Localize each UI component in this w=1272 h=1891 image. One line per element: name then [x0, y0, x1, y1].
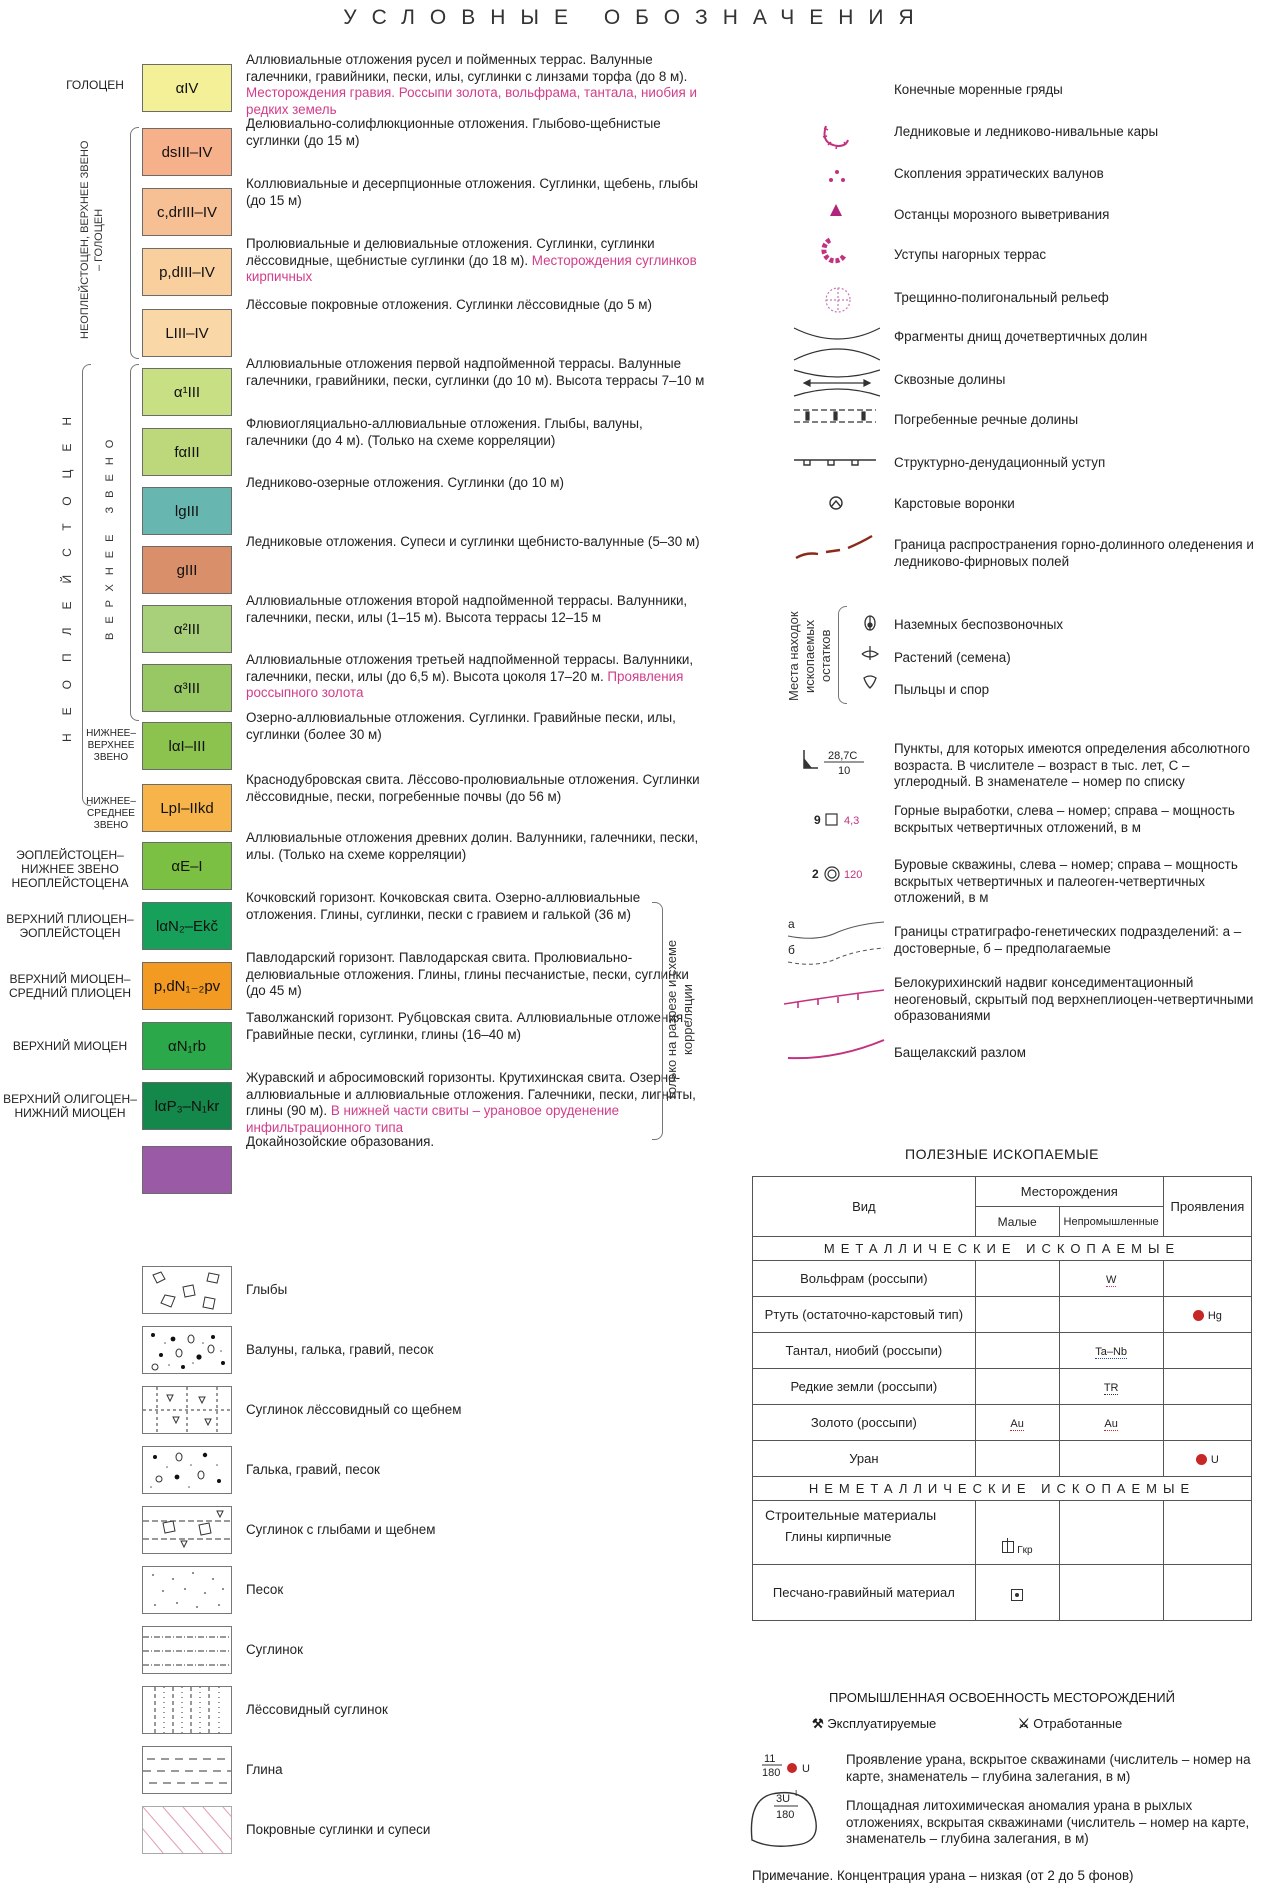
- worked-item: [1018, 1716, 1122, 1732]
- uran-show-bottom: 180: [762, 1767, 781, 1779]
- unit-box-5: α¹III: [142, 368, 232, 416]
- mineral-symbol-nonind: Ta–Nb: [1095, 1346, 1128, 1358]
- lith-label-0: Глыбы: [246, 1282, 288, 1297]
- unit-box-2: c,drIII–IV: [142, 188, 232, 236]
- lith-label-5: Песок: [246, 1582, 284, 1597]
- unit-box-4: LIII–IV: [142, 309, 232, 357]
- uran-show-icon: [787, 1763, 797, 1773]
- unit-desc-7: [246, 475, 706, 492]
- show-dot-icon: [1196, 1454, 1207, 1465]
- unit-box-8: gIII: [142, 546, 232, 594]
- lith-pattern-gravel-sand: [142, 1446, 232, 1494]
- unit-box-16: αN₁rb: [142, 1022, 232, 1070]
- abs-age-label: Пункты, для которых имеются определения абсолютного возраста. В числителе – возраст в тыс. лет, С – углеродный. В знаменателе – номер по списку: [894, 741, 1250, 789]
- minerals-table: [752, 1176, 1252, 1621]
- symbol-label-1: Ледниковые и ледниково-нивальные кары: [894, 124, 1159, 139]
- unit-desc-deposit: Месторождения суглинков кирпичных: [246, 252, 697, 284]
- unit-desc-text: Аллювиальные отложения первой надпойменной террасы. Валунные галечники, гравийники, пески, суглинки (до 10 м). Высота террасы 7–10 м: [246, 356, 705, 388]
- note: Примечание. Концентрация урана – низкая (от 2 до 5 фонов): [752, 1868, 1134, 1883]
- lith-pattern-loam-boulders: [142, 1506, 232, 1554]
- unit-desc-text: Ледниково-озерные отложения. Суглинки (до 10 м): [246, 475, 564, 490]
- unit-desc-0: [246, 52, 706, 118]
- boundary-label: Границы стратиграфо-генетических подразделений: а – достоверные, б – предполагаемые: [894, 924, 1242, 956]
- unit-desc-17: [246, 1070, 706, 1136]
- karst-sinkhole-icon: [830, 497, 842, 509]
- unit-desc-text: Аллювиальные отложения второй надпойменной террасы. Валунники, галечники, пески, илы (1–15 м). Высота террасы 12–15 м: [246, 593, 688, 625]
- age-upper-pliocene: ВЕРХНИЙ ПЛИОЦЕН– ЭОПЛЕЙСТОЦЕН: [6, 912, 134, 940]
- mine-thickness: 4,3: [844, 815, 860, 827]
- polygonal-relief-icon: [826, 288, 850, 312]
- mineral-row-5: [753, 1441, 1252, 1477]
- clay-sym: Гкр: [1017, 1545, 1033, 1556]
- mineral-row-4: [753, 1405, 1252, 1441]
- symbol-label-3: Останцы морозного выветривания: [894, 207, 1110, 222]
- minerals-title: ПОЛЕЗНЫЕ ИСКОПАЕМЫЕ: [905, 1146, 1099, 1162]
- only-section-label: Только на разрезе и схеме корреляции: [664, 939, 695, 1101]
- erratic-boulders-icon: [829, 170, 845, 182]
- unit-desc-1: [246, 116, 706, 149]
- uran-anomaly-label: Площадная литохимическая аномалия урана в рыхлых отложениях, вскрытая скважинами (числитель – номер на карте, знаменатель – глубина залегания, в м): [846, 1798, 1250, 1846]
- unit-box-10: α³III: [142, 664, 232, 712]
- uran-show-label: Проявление урана, вскрытое скважинами (числитель – номер на карте, знаменатель – глубина залегания, в м): [846, 1752, 1251, 1784]
- bracket-upper-zveno: [130, 364, 139, 721]
- build-materials: Строительные материалы: [765, 1507, 937, 1523]
- fossils-title: Места находок ископаемых остатков: [786, 611, 833, 701]
- buried-valleys-icon: [794, 410, 876, 422]
- show-dot-icon: [1193, 1310, 1204, 1321]
- fossil-label-1: Растений (семена): [894, 650, 1011, 665]
- mineral-symbol-nonind: Au: [1104, 1418, 1118, 1430]
- unit-desc-3: [246, 236, 706, 286]
- lith-pattern-sand: [142, 1566, 232, 1614]
- unit-desc-text: Делювиально-солифлюкционные отложения. Глыбово-щебнистые суглинки (до 15 м): [246, 116, 661, 148]
- moraine-icon: [833, 80, 843, 98]
- unit-desc-text: Коллювиальные и десерпционные отложения. Суглинки, щебень, глыбы (до 15 м): [246, 176, 699, 208]
- mineral-symbol-small: Au: [1010, 1418, 1024, 1430]
- unit-desc-text: Лёссовые покровные отложения. Суглинки лёссовидные (до 5 м): [246, 297, 652, 312]
- well-thickness: 120: [844, 869, 863, 881]
- age-neopleistocene: НЕОПЛЕЙСТОЦЕН: [60, 398, 74, 742]
- boundary-reliable-icon: [788, 922, 884, 938]
- symbol-label-10: Карстовые воронки: [894, 496, 1015, 511]
- uran-show-u: U: [802, 1763, 810, 1775]
- unit-box-6: fαIII: [142, 428, 232, 476]
- age-upper-miocene: ВЕРХНИЙ МИОЦЕН: [12, 1039, 128, 1053]
- age-lower-upper: НИЖНЕЕ–ВЕРХНЕЕ ЗВЕНО: [86, 728, 136, 763]
- mineral-row-3: [753, 1369, 1252, 1405]
- boundary-a-letter: а: [788, 917, 795, 931]
- lith-label-8: Глина: [246, 1762, 283, 1777]
- abs-age-top: 28,7С: [828, 750, 858, 762]
- unit-desc-text: Флювиогляциально-аллювиальные отложения. Глыбы, валуны, галечники (до 4 м). (Только на схеме корреляции): [246, 416, 643, 448]
- lith-pattern-loess-loam: [142, 1686, 232, 1734]
- col-nonind: Непромышленные: [1059, 1207, 1163, 1237]
- unit-desc-text: Кочковский горизонт. Кочковская свита. Озерно-аллювиальные отложения. Глины, суглинки, пески с гравием и галькой (36 м): [246, 890, 641, 922]
- boundary-supposed-icon: [788, 948, 884, 964]
- lith-pattern-loess-rubble: [142, 1386, 232, 1434]
- unit-desc-12: [246, 772, 706, 805]
- mineral-name: Ртуть (остаточно-карстовый тип): [753, 1297, 976, 1333]
- unit-desc-deposit: Месторождения гравия. Россыпи золота, вольфрама, тантала, ниобия и редких земель: [246, 85, 697, 117]
- unit-desc-text: Аллювиальные отложения третьей надпойменной террасы. Валунники, галечники, пески, илы (до 6,5 м). Высота цоколя 17–20 м.: [246, 652, 694, 684]
- uran-show-top: 11: [764, 1753, 776, 1765]
- unit-desc-6: [246, 416, 706, 449]
- mineral-show-symbol: U: [1210, 1454, 1219, 1466]
- mineral-name: Вольфрам (россыпи): [753, 1261, 976, 1297]
- lith-pattern-clay: [142, 1746, 232, 1794]
- mineral-show-symbol: Hg: [1207, 1310, 1222, 1322]
- lith-pattern-boulders: [142, 1266, 232, 1314]
- unit-desc-5: [246, 356, 706, 389]
- unit-box-9: α²III: [142, 605, 232, 653]
- bracket-only-section: [652, 902, 663, 1140]
- symbol-label-0: Конечные моренные гряды: [894, 82, 1063, 97]
- anomaly-sup: I: [795, 1789, 798, 1798]
- unit-desc-2: [246, 176, 706, 209]
- nonmetal-section: НЕМЕТАЛЛИЧЕСКИЕ ИСКОПАЕМЫЕ: [753, 1477, 1252, 1501]
- crossed-hammer-icon: ⚔: [1018, 1716, 1030, 1731]
- plant-seed-icon: [862, 646, 878, 660]
- unit-desc-9: [246, 593, 706, 626]
- sand-label: Песчано-гравийный материал: [753, 1565, 976, 1621]
- col-shows: Проявления: [1163, 1177, 1251, 1237]
- through-valleys-icon: [794, 370, 880, 396]
- lith-label-7: Лёссовидный суглинок: [246, 1702, 388, 1717]
- glaciation-boundary-icon: [796, 536, 872, 558]
- bracket-fossils: [838, 606, 847, 704]
- unit-desc-text: Таволжанский горизонт. Рубцовская свита. Аллювиальные отложения. Гравийные пески, суглинки, глины (16–40 м): [246, 1010, 687, 1042]
- boundary-b-letter: б: [788, 943, 795, 957]
- unit-desc-text: Докайнозойские образования.: [246, 1134, 435, 1149]
- unit-desc-15: [246, 950, 706, 1000]
- age-holocene: ГОЛОЦЕН: [66, 78, 124, 92]
- metal-section: МЕТАЛЛИЧЕСКИЕ ИСКОПАЕМЫЕ: [753, 1237, 1252, 1261]
- symbol-label-4: Уступы нагорных террас: [894, 247, 1047, 262]
- symbol-label-7: Сквозные долины: [894, 372, 1006, 387]
- fault-icon: [788, 1040, 884, 1058]
- unit-desc-14: [246, 890, 706, 923]
- borehole-icon: [825, 867, 839, 881]
- fossil-label-0: Наземных беспозвоночных: [894, 617, 1064, 632]
- age-upper-zveno: ВЕРХНЕЕ ЗВЕНО: [104, 430, 116, 640]
- unit-desc-4: [246, 297, 706, 314]
- unit-box-14: lαN₂–Ekč: [142, 902, 232, 950]
- exploited-item: [812, 1716, 936, 1732]
- clay-icon: [1002, 1541, 1014, 1553]
- symbol-label-2: Скопления эрратических валунов: [894, 166, 1104, 181]
- industrial-title: ПРОМЫШЛЕННАЯ ОСВОЕННОСТЬ МЕСТОРОЖДЕНИЙ: [829, 1690, 1175, 1705]
- lith-pattern-cobbles: [142, 1326, 232, 1374]
- unit-desc-18: [246, 1134, 706, 1151]
- symbol-label-9: Структурно-денудационный уступ: [894, 455, 1106, 470]
- age-lower-middle: НИЖНЕЕ–СРЕДНЕЕ ЗВЕНО: [86, 796, 136, 831]
- col-kind: Вид: [753, 1177, 976, 1237]
- lith-pattern-cover-loam: [142, 1806, 232, 1854]
- terrace-ledge-icon: [824, 240, 844, 261]
- legend-title: УСЛОВНЫЕ ОБОЗНАЧЕНИЯ: [343, 6, 929, 29]
- invertebrate-icon: [865, 616, 875, 630]
- point-icons: [784, 740, 894, 1070]
- lith-label-1: Валуны, галька, гравий, песок: [246, 1342, 434, 1357]
- well-number: 2: [812, 867, 819, 881]
- symbol-label-11: Граница распространения горно-долинного оледенения и ледниково-фирновых полей: [894, 537, 1254, 569]
- unit-box-18: [142, 1146, 232, 1194]
- thrust-icon: [784, 990, 884, 1008]
- lith-label-6: Суглинок: [246, 1642, 303, 1657]
- unit-box-7: lgIII: [142, 487, 232, 535]
- anomaly-bottom: 180: [776, 1809, 795, 1821]
- unit-desc-text: Журавский и абросимовский горизонты. Крутихинская свита. Озерно-аллювиальные и аллювиальные отложения. Галечники, пески, лигниты, глины (90 м).: [246, 1070, 696, 1118]
- pre-quaternary-valleys-icon: [794, 328, 880, 360]
- age-eopleistocene: ЭОПЛЕЙСТОЦЕН– НИЖНЕЕ ЗВЕНО НЕОПЛЕЙСТОЦЕНА: [11, 848, 129, 890]
- clay-label: Глины кирпичные: [785, 1529, 892, 1544]
- mineral-row-2: [753, 1333, 1252, 1369]
- col-deposits: Месторождения: [975, 1177, 1163, 1207]
- unit-box-15: p,dN₁₋₂pv: [142, 962, 232, 1010]
- unit-desc-text: Ледниковые отложения. Супеси и суглинки щебнисто-валунные (5–30 м): [246, 534, 700, 549]
- unit-box-1: dsIII–IV: [142, 128, 232, 176]
- unit-desc-8: [246, 534, 706, 551]
- mineral-symbol-nonind: TR: [1103, 1382, 1119, 1394]
- frost-remnant-icon: [830, 204, 842, 216]
- mineral-row-0: [753, 1261, 1252, 1297]
- unit-desc-text: Краснодубровская свита. Лёссово-пролювиальные отложения. Суглинки лёссовидные, пески, погребенные почвы (до 56 м): [246, 772, 700, 804]
- sand-gravel-icon: [1011, 1589, 1023, 1601]
- mineral-symbol-nonind: W: [1105, 1274, 1117, 1286]
- unit-box-0: αIV: [142, 64, 232, 112]
- unit-desc-deposit: В нижней части свиты – урановое оруденение инфильтрационного типа: [246, 1103, 620, 1135]
- mineral-name: Золото (россыпи): [753, 1405, 976, 1441]
- age-neo-upper-holo: НЕОПЛЕЙСТОЦЕН, ВЕРХНЕЕ ЗВЕНО – ГОЛОЦЕН: [79, 140, 105, 340]
- bracket-neo-upper: [130, 127, 139, 359]
- unit-desc-text: Аллювиальные отложения древних долин. Валунники, галечники, пески, илы. (Только на схеме корреляции): [246, 830, 699, 862]
- unit-desc-text: Озерно-аллювиальные отложения. Суглинки. Гравийные пески, илы, суглинки (более 30 м): [246, 710, 676, 742]
- unit-box-3: p,dIII–IV: [142, 248, 232, 296]
- hammer-icon: ⚒: [812, 1716, 824, 1731]
- col-small: Малые: [975, 1207, 1059, 1237]
- unit-desc-10: [246, 652, 706, 702]
- unit-desc-deposit: Проявления россыпного золота: [246, 668, 684, 700]
- unit-box-17: lαP₃–N₁kr: [142, 1082, 232, 1130]
- fossil-icons: [856, 612, 886, 708]
- lith-label-2: Суглинок лёссовидный со щебнем: [246, 1402, 462, 1417]
- exploited-label: Эксплуатируемые: [827, 1716, 937, 1731]
- denudation-ledge-icon: [794, 460, 876, 465]
- symbols-icons: [790, 70, 880, 590]
- mine-number: 9: [814, 813, 821, 827]
- mine-label: Горные выработки, слева – номер; справа – мощность вскрытых четвертичных отложений, в м: [894, 803, 1235, 835]
- unit-box-11: lαI–III: [142, 722, 232, 770]
- lith-label-4: Суглинок с глыбами и щебнем: [246, 1522, 436, 1537]
- borehole-label: Буровые скважины, слева – номер; справа – мощность вскрытых четвертичных и палеоген-четвертичных отложений, в м: [894, 857, 1238, 905]
- lith-label-9: Покровные суглинки и супеси: [246, 1822, 431, 1837]
- unit-box-12: LpI–IIkd: [142, 784, 232, 832]
- fault-label: Бащелакский разлом: [894, 1045, 1026, 1060]
- mineral-name: Тантал, ниобий (россыпи): [753, 1333, 976, 1369]
- anomaly-top: 3U: [776, 1793, 791, 1805]
- mineral-row-1: [753, 1297, 1252, 1333]
- age-upper-miocene-middle-pliocene: ВЕРХНИЙ МИОЦЕН– СРЕДНИЙ ПЛИОЦЕН: [8, 972, 132, 1000]
- unit-desc-16: [246, 1010, 706, 1043]
- lith-pattern-loam: [142, 1626, 232, 1674]
- worked-label: Отработанные: [1033, 1716, 1123, 1731]
- lith-label-3: Галька, гравий, песок: [246, 1462, 380, 1477]
- fossil-label-2: Пыльцы и спор: [894, 682, 990, 697]
- thrust-label: Белокурихинский надвиг конседиментационный неогеновый, скрытый под верхнеплиоцен-четвертичными образованиями: [894, 975, 1254, 1023]
- symbol-label-6: Фрагменты днищ дочетвертичных долин: [894, 329, 1148, 344]
- mineral-name: Уран: [753, 1441, 976, 1477]
- symbol-label-5: Трещинно-полигональный рельеф: [894, 290, 1109, 305]
- abs-age-bottom: 10: [838, 765, 851, 777]
- unit-box-13: αE–I: [142, 842, 232, 890]
- mine-icon: [826, 814, 837, 825]
- unit-desc-text: Пролювиальные и делювиальные отложения. Суглинки, суглинки лёссовидные, щебнистые суглинки (до 18 м).: [246, 236, 655, 268]
- unit-desc-11: [246, 710, 706, 743]
- symbol-label-8: Погребенные речные долины: [894, 412, 1079, 427]
- mineral-name: Редкие земли (россыпи): [753, 1369, 976, 1405]
- age-upper-oligocene: ВЕРХНИЙ ОЛИГОЦЕН– НИЖНИЙ МИОЦЕН: [3, 1092, 137, 1120]
- unit-desc-13: [246, 830, 706, 863]
- unit-desc-text: Аллювиальные отложения русел и пойменных террас. Валунные галечники, гравийники, пески, илы, суглинки с линзами торфа (до 8 м).: [246, 52, 688, 84]
- unit-desc-text: Павлодарский горизонт. Павлодарская свита. Пролювиально-делювиальные отложения. Глины, глины песчанистые, пески, суглинки (до 45 м): [246, 950, 689, 998]
- pollen-icon: [864, 676, 876, 688]
